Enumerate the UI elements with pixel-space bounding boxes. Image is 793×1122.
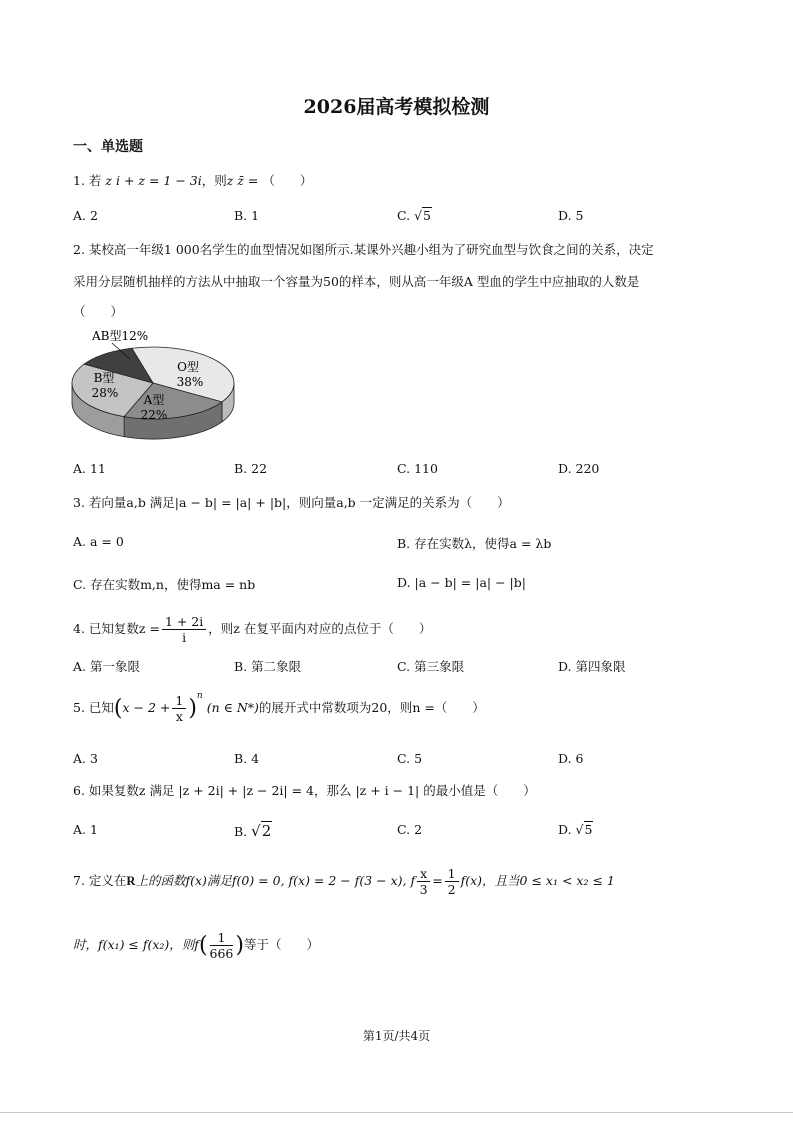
q3-option-b: B. 存在实数λ，使得a = λb bbox=[397, 536, 552, 551]
q6-option-c: C. 2 bbox=[397, 822, 423, 837]
page-title: 2026届高考模拟检测 bbox=[303, 96, 490, 118]
q5-post: 的展开式中常数项为20，则n =（ ） bbox=[258, 700, 485, 715]
q5-option-b: B. 4 bbox=[234, 751, 260, 766]
q4-fraction bbox=[162, 614, 206, 645]
q2-option-c: C. 110 bbox=[397, 461, 438, 476]
blood-type-pie-chart bbox=[70, 325, 240, 447]
q7-line-2-post: 等于（ ） bbox=[243, 937, 319, 952]
pie-label-a-type: A型 bbox=[143, 393, 165, 407]
q4-option-c: C. 第三象限 bbox=[397, 659, 465, 674]
q3-option-d: D. |a − b| = |a| − |b| bbox=[397, 575, 526, 590]
q5-fraction bbox=[172, 693, 186, 724]
q6-option-d: D. √5 bbox=[558, 822, 593, 837]
q7-fraction-half-num: 1 bbox=[445, 866, 459, 882]
q2-blank: （ ） bbox=[73, 304, 124, 319]
q5-option-c: C. 5 bbox=[397, 751, 423, 766]
pie-label-o-percent: 38% bbox=[176, 375, 204, 389]
q1-number: 1. bbox=[73, 173, 85, 188]
q7-line-2: 时，f(x₁) ≤ f(x₂)，则f( $\frac{1}{666}$ )等于（ ） bbox=[73, 930, 319, 961]
q7-fraction-x3-den: 3 bbox=[419, 882, 428, 897]
q5-numerator: 1 bbox=[172, 693, 186, 709]
q7-equals: = bbox=[432, 873, 443, 888]
q6-d-radicand: 5 bbox=[584, 822, 593, 837]
q6-option-b: B. √2 bbox=[234, 822, 272, 840]
q2-option-d: D. 220 bbox=[558, 461, 600, 476]
question-1 bbox=[73, 171, 312, 189]
q7-fraction-half-den: 2 bbox=[447, 882, 456, 897]
q5-text: 5. 已知(x − 2 + $\frac{1}{x}$ )$^n$ (n ∈ N*)的展开式中常数项为20，则n =（ ） bbox=[73, 691, 485, 724]
q2-text-line-2: 采用分层随机抽样的方法从中抽取一个容量为50的样本，则从高一年级A 型血的学生中应抽取的人数是 bbox=[73, 274, 640, 289]
q6-b-radicand: 2 bbox=[261, 822, 272, 840]
q7-conditions: 上的函数f(x)满足f(0) = 0, f(x) = 2 − f(3 − x), f bbox=[135, 873, 416, 888]
q7-fraction-x3-num: x bbox=[417, 866, 430, 882]
q2-text-line-1: 2. 某校高一年级1 000名学生的血型情况如图所示.某课外兴趣小组为了研究血型与饮食之间的关系，决定 bbox=[73, 242, 654, 257]
q4-text bbox=[73, 614, 431, 645]
pie-label-a-percent: 22% bbox=[140, 408, 168, 422]
q1-blank: （ ） bbox=[262, 173, 313, 188]
q6-option-a: A. 1 bbox=[73, 822, 98, 837]
q7-fraction-666-den: 666 bbox=[209, 946, 234, 961]
bottom-divider bbox=[0, 1112, 793, 1113]
q3-text: 3. 若向量a,b 满足|a − b| = |a| + |b|，则向量a,b 一定满足的关系为（ ） bbox=[73, 495, 510, 510]
q7-fraction-half bbox=[445, 866, 459, 897]
pie-label-b-percent: 28% bbox=[91, 386, 119, 400]
section-heading: 一、单选题 bbox=[73, 139, 143, 155]
pie-label-b-type: B型 bbox=[93, 371, 115, 385]
q4-post: ，则z 在复平面内对应的点位于（ ） bbox=[208, 621, 432, 636]
q4-option-d: D. 第四象限 bbox=[558, 659, 626, 674]
q7-real-set: R bbox=[126, 874, 136, 888]
q5-pre: 5. 已知 bbox=[73, 700, 114, 715]
q1-pre: 若 bbox=[88, 173, 102, 188]
q7-fraction-x3 bbox=[417, 866, 430, 897]
q4-pre: 4. 已知复数z = bbox=[73, 621, 160, 636]
q4-option-a: A. 第一象限 bbox=[73, 659, 140, 674]
pie-label-ab: AB型12% bbox=[92, 329, 149, 343]
q6-text: 6. 如果复数z 满足 |z + 2i| + |z − 2i| = 4，那么 |z + i − 1| 的最小值是（ ） bbox=[73, 783, 536, 798]
q7-fraction-666-num: 1 bbox=[210, 930, 234, 946]
q7-line-2-pre: 时，f(x₁) ≤ f(x₂)，则f bbox=[73, 937, 199, 952]
q1-expression-2: z z̄ = bbox=[226, 173, 259, 188]
q7-fraction-666 bbox=[210, 930, 234, 961]
q1-c-radicand: 5 bbox=[423, 208, 431, 223]
q4-denominator: i bbox=[182, 630, 187, 645]
pie-label-o-type: O型 bbox=[177, 360, 199, 374]
q2-option-b: B. 22 bbox=[234, 461, 268, 476]
q3-option-a: A. a = 0 bbox=[73, 534, 124, 549]
page-footer: 第1页/共4页 bbox=[362, 1029, 431, 1043]
q1-expression: z i + z = 1 − 3i bbox=[105, 173, 202, 188]
q4-option-b: B. 第二象限 bbox=[234, 659, 302, 674]
q1-mid: ，则 bbox=[201, 173, 227, 188]
q5-option-d: D. 6 bbox=[558, 751, 584, 766]
q5-expression: x − 2 + bbox=[122, 700, 171, 715]
q5-condition: (n ∈ N*) bbox=[206, 700, 259, 715]
q3-option-c: C. 存在实数m,n，使得ma = nb bbox=[73, 577, 256, 592]
q7-conditions-2: f(x)，且当0 ≤ x₁ < x₂ ≤ 1 bbox=[460, 873, 615, 888]
q1-option-c: C. √5 bbox=[397, 208, 431, 223]
q1-option-b: B. 1 bbox=[234, 208, 260, 223]
q4-numerator: 1 + 2i bbox=[162, 614, 206, 630]
q5-option-a: A. 3 bbox=[73, 751, 98, 766]
q1-option-d: D. 5 bbox=[558, 208, 584, 223]
q7-line-1 bbox=[73, 866, 615, 897]
q7-pre: 7. 定义在 bbox=[73, 873, 127, 888]
q1-option-a: A. 2 bbox=[73, 208, 98, 223]
q5-denominator: x bbox=[175, 709, 183, 724]
q5-exponent: n bbox=[196, 691, 203, 701]
q2-option-a: A. 11 bbox=[73, 461, 106, 476]
